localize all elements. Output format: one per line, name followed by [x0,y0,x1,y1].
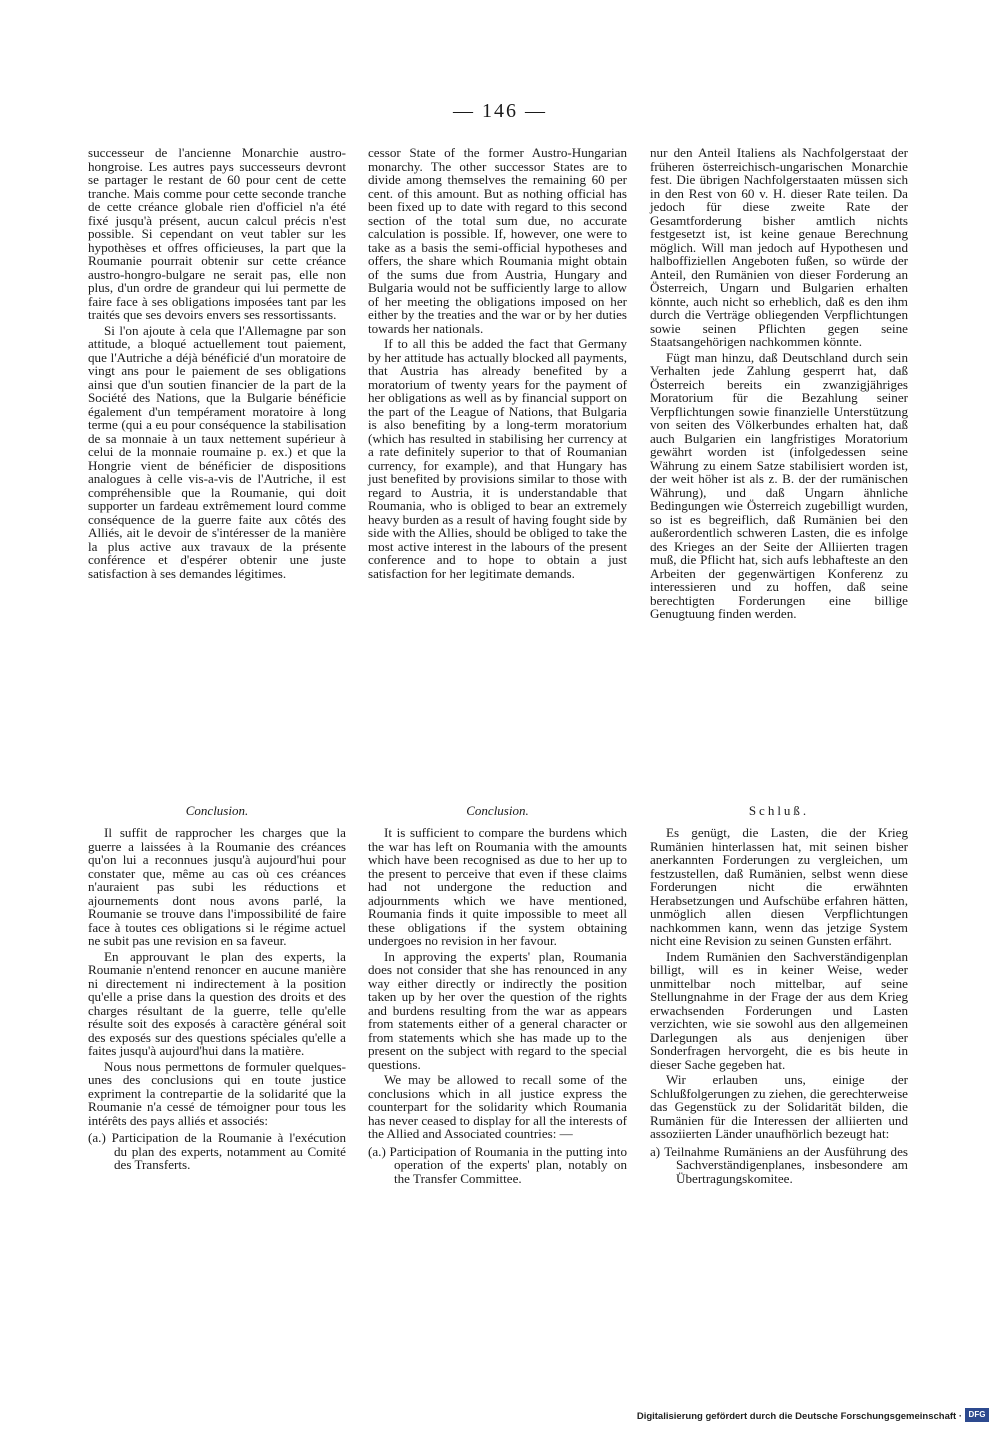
conclusion-heading-english: Conclusion. [466,803,529,818]
paragraph: Nous nous permettons de formuler quelques-unes des conclusions qui en toute justice expriment la contrepartie de la solidarité que la Roumanie n'a cessé de témoigner pour tous les intérêts des pays alliés et associés: [88,1058,346,1128]
list-item: (a.) Participation de la Roumanie à l'exécution du plan des experts, notamment au Comité des Transferts. [88,1130,346,1172]
list-item: (a.) Participation of Roumania in the putting into operation of the experts' plan, notably on the Transfer Committee. [368,1143,627,1186]
paragraph: En approuvant le plan des experts, la Roumanie n'entend renoncer en aucune manière ni directement ni indirectement à la position qu'elle a prise dans la question des droits et des charges résultant de la guerre, telle qu'elle résulte soit des exposés à caractère général soit des exposés sur des questions spéciales qu'elle a faites jusqu'à aujourd'hui dans la matière. [88,948,346,1058]
conclusion-column-french [88,824,346,1172]
conclusion-column-german [650,824,908,1185]
paragraph: Fügt man hinzu, daß Deutschland durch sein Verhalten jede Zahlung gesperrt hat, daß Österreich bereits ein zwanzigjähriges Moratorium für die Bezahlung seiner Verpflichtungen sowie finanzielle Unterstützung von seiten des Völkerbundes erhalten hat, daß auch Bulgarien ein langfristiges Moratorium gewährt worden ist (infolgedessen seine Währung zu einem Satze stabilisiert worden ist, der weit höher ist als z. B. der der rumänischen Währung), und daß Ungarn ähnliche Bedingungen wie Österreich zugebilligt wurden, so ist es begreiflich, daß Rumänien bei den außerordentlich schweren Lasten, die es infolge des Krieges an der Seite der Alliierten tragen muß, die Pflicht hat, sich aufs lebhafteste an den Arbeiten der gegenwärtigen Konferenz zu interessieren und zu hoffen, daß seine berechtigten Forderungen eine billige Genugtuung finden werden. [650,349,908,621]
paragraph: Indem Rumänien den Sachverständigenplan billigt, will es in keiner Weise, weder unmittelbar noch mittelbar, auf seine Stellungnahme in der Frage der aus dem Krieg erwachsenden Forderungen und Lasten verzichten, wie sie sowohl aus den allgemeinen Darlegungen als aus denjenigen über Sonderfragen hervorgeht, die es bis heute in dieser Sache gegeben hat. [650,948,908,1072]
top-column-english [368,146,627,580]
paragraph: Wir erlauben uns, einige der Schlußfolgerungen zu ziehen, die gerechterweise das Gegenstück zu der Solidarität bilden, die Rumänien für die Interessen der alliierten und assoziierten Länder unaufhörlich bezeugt hat: [650,1072,908,1141]
paragraph: We may be allowed to recall some of the conclusions which in all justice express the counterpart for the solidarity which Roumania has never ceased to display for all the interests of the Allied and Associated countries: — [368,1072,627,1141]
conclusion-heading-french: Conclusion. [185,803,249,818]
top-column-french [88,146,346,580]
paragraph: In approving the experts' plan, Roumania does not consider that she has renounced in any way either directly or indirectly the position taken up by her over the question of the rights and burdens resulting from the war as appears from statements either of a general character or from statements which she has made up to the present on the subject with regard to the special questions. [368,948,627,1072]
list-item: a) Teilnahme Rumäniens an der Ausführung des Sachverständigenplanes, insbesondere am Übertragungskomitee. [650,1143,908,1186]
dfg-logo: DFG [965,1408,989,1422]
paragraph: If to all this be added the fact that Germany by her attitude has actually blocked all payments, that Austria has already benefited by a moratorium of twenty years for the payment of her obligations as well as by financial support on the part of the League of Nations, that Bulgaria is also benefiting by a long-term moratorium (which has resulted in stabilising her currency at a rate definitely superior to that of Roumanian currency, for example), and that Hungary has just benefited by provisions similar to those with regard to Austria, it is understandable that Roumania, who is obliged to bear an extremely heavy burden as a result of having fought side by side with the Allies, should be obliged to take the most active interest in the labours of the present conference and to hope to obtain a just satisfaction for her legitimate demands. [368,336,627,581]
paragraph: It is sufficient to compare the burdens which the war has left on Roumania with the amounts which have been recognised as due to her up to the present to perceive that even if these claims had not undergone the reduction and adjournments which we have mentioned, Roumania finds it quite impossible to meet all these obligations if the system obtaining undergoes no revision in her favour. [368,825,627,948]
top-column-german [650,146,908,621]
page-number: — 146 — [453,100,547,122]
paragraph: Il suffit de rapprocher les charges que la guerre a laissées à la Roumanie des créances qu'on lui a reconnues jusqu'à aujourd'hui pour constater que, même au cas où ces créances n'auraient pas subi les réductions et ajournements dont nous avons parlé, la Roumanie se trouve dans l'impossibilité de faire face à toutes ces obligations si le régime actuel ne subit pas une revision en sa faveur. [88,825,346,948]
paragraph: nur den Anteil Italiens als Nachfolgerstaat der früheren österreichisch-ungarischen Monarchie fest. Die übrigen Nachfolgerstaaten müssen sich in den Rest von 60 v. H. dieser Rate teilen. Da jedoch für diese zweite Rate der Gesamtforderung bisher amtlich nichts festgesetzt ist, ist keine genaue Berechnung möglich. Will man jedoch auf Hypothesen und halboffiziellen Angeboten fußen, so würde der Anteil, den Rumänien von dieser Forderung an Österreich, Ungarn und Bulgarien erhalten könnte, auch nicht so erheblich, daß es den ihm durch die Verträge obliegenden Verpflichtungen sowie seinen Pflichten gegen seine Staatsangehörigen nachkommen könnte. [650,145,908,349]
paragraph: cessor State of the former Austro-Hungarian monarchy. The other successor States are to divide among themselves the remaining 60 per cent. of this amount. But as nothing official has been fixed up to date with regard to this second section of the total sum due, no accurate calculation is possible. If, however, one were to take as a basis the semi-official hypotheses and offers, the share which Roumania might obtain of the sums due from Austria, Hungary and Bulgaria would not be sufficiently large to allow of her meeting the obligations imposed on her either by the treaties and the war or by her duties towards her nationals. [368,145,627,336]
paragraph: Es genügt, die Lasten, die der Krieg Rumänien hinterlassen hat, mit seinen bisher anerkannten Forderungen zu vergleichen, um festzustellen, daß Rumänien, selbst wenn diese Forderungen nicht die erwähnten Herabsetzungen und Aufschübe erfahren hätten, unmöglich allen diesen Verpflichtungen nachkommen kann, wenn das jetzige System nicht eine Revision zu seinen Gunsten erfährt. [650,825,908,948]
digitization-credit: Digitalisierung gefördert durch die Deutsche Forschungsgemeinschaft · [636,1411,962,1422]
conclusion-column-english [368,824,627,1185]
conclusion-heading-german: Schluß. [748,803,810,818]
paragraph: Si l'on ajoute à cela que l'Allemagne par son attitude, a bloqué actuellement tout paiement, que l'Autriche a déjà bénéficié d'un moratoire de vingt ans pour le paiement de ses obligations ainsi que d'un soutien financier de la part de la Société des Nations, que la Bulgarie bénéficie également d'un tempérament moratoire à long terme (qui a eu pour conséquence la stabilisation de sa monnaie à un taux nettement supérieur à celui de la monnaie roumaine p. ex.) et que la Hongrie vient de bénéficier de dispositions analogues à celle vis-a-vis de l'Autriche, il est compréhensible que la Roumanie, qui doit supporter un fardeau extrêmement lourd comme conséquence de la guerre faite aux côtés des Alliés, ait le devoir de s'intéresser de la manière la plus active aux travaux de la présente conférence et d'espérer obtenir une juste satisfaction à ses demandes légitimes. [88,322,346,581]
paragraph: successeur de l'ancienne Monarchie austro-hongroise. Les autres pays successeurs devront se partager le restant de 60 pour cent de cette tranche. Mais comme pour cette seconde tranche de cette créance globale rien d'officiel n'a été fixé jusqu'à présent, aucun calcul précis n'est possible. Si cependant on veut tabler sur les hypothèses et offres officieuses, la part que la Roumanie pourrait obtenir sur cette créance austro-hongro-bulgare ne serait pas, elle non plus, d'un ordre de grandeur qui lui permette de faire face à ses obligations imposées tant par les traités que ses devoirs envers ses ressortissants. [88,145,346,322]
